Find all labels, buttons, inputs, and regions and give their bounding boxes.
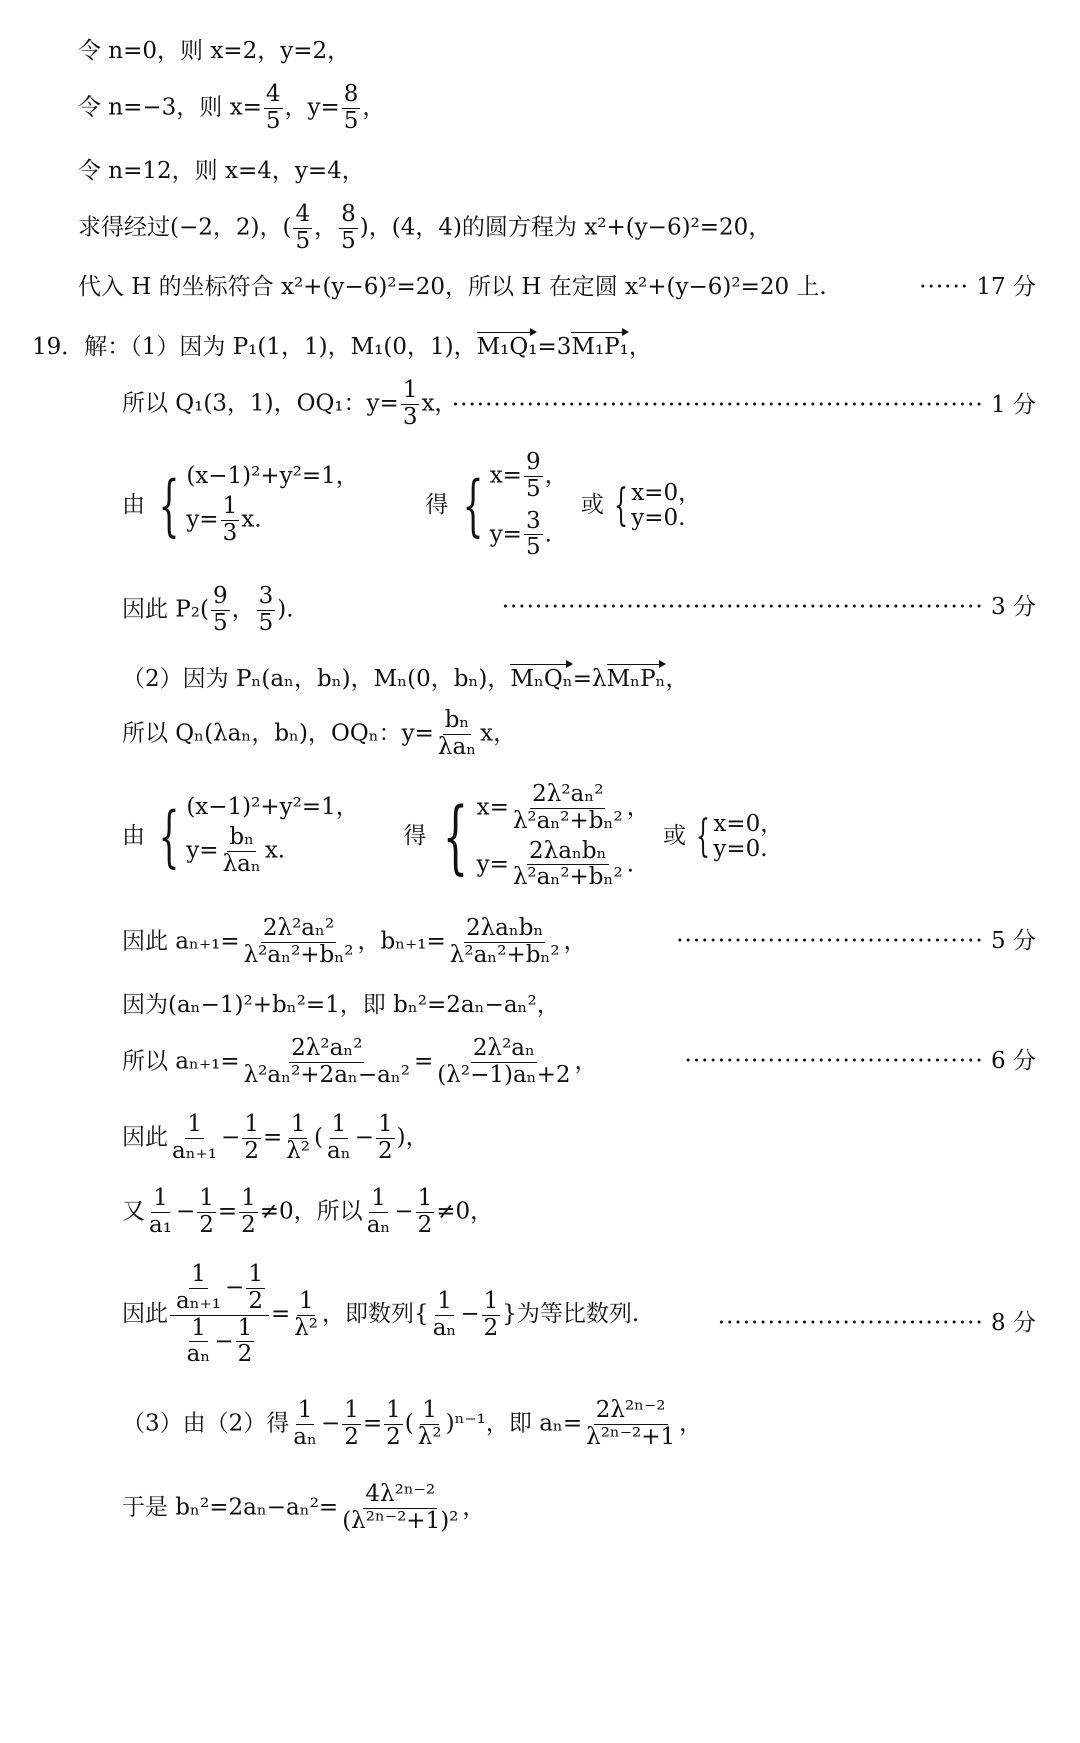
numerator: 1 xyxy=(422,1397,437,1423)
denominator: λ²aₙ²+bₙ² xyxy=(449,941,560,968)
text: ，y= xyxy=(284,94,340,121)
text: 由 xyxy=(122,492,145,518)
numerator: 2λ²aₙ² xyxy=(291,1035,363,1061)
numerator: $\frac{1}{\text{aₙ₊₁}}$ − $\frac{1}{2}$ xyxy=(170,1262,269,1316)
numerator: 1 xyxy=(191,1314,206,1341)
text: . xyxy=(544,520,552,547)
numerator: 1 xyxy=(386,1397,401,1423)
text: = xyxy=(217,1198,238,1225)
leader-dots: ································································ xyxy=(451,392,984,418)
text: . xyxy=(626,850,635,877)
numerator: 4 xyxy=(265,81,281,107)
numerator: 1 xyxy=(191,1261,206,1287)
rows xyxy=(713,810,784,862)
text: x. xyxy=(264,837,286,863)
numerator: 1 xyxy=(222,492,238,519)
text: ， xyxy=(462,1494,486,1521)
denominator: λaₙ xyxy=(222,850,261,877)
equation: y=0. xyxy=(631,504,686,531)
denominator: aₙ₊₁ xyxy=(172,1137,218,1164)
text: （3）由（2）得 xyxy=(122,1410,290,1437)
fraction xyxy=(416,1186,435,1239)
fraction xyxy=(246,1262,265,1315)
text: 所以 aₙ₊₁= xyxy=(122,1048,240,1075)
equation: x=0， xyxy=(631,479,702,506)
fraction xyxy=(524,509,543,562)
fraction xyxy=(147,1186,174,1239)
denominator: 2 xyxy=(386,1423,401,1450)
text: y= xyxy=(489,520,522,547)
numerator: bₙ xyxy=(444,707,470,733)
leader-dots: ·························································· xyxy=(501,594,984,620)
fraction xyxy=(197,1186,216,1239)
text: 令 n=12，则 x=4，y=4， xyxy=(78,158,365,184)
text: x， xyxy=(480,720,517,747)
text: ， xyxy=(231,596,255,623)
brace: { xyxy=(696,810,711,862)
fraction xyxy=(293,202,312,255)
text: 令 n=−3，则 x= xyxy=(78,94,262,121)
line-p2 xyxy=(122,584,1036,637)
text: = xyxy=(414,1048,434,1075)
part-3-an-formula xyxy=(122,1398,702,1451)
text: 求得经过(−2，2)，( xyxy=(78,214,292,241)
text: ， xyxy=(563,928,587,955)
fraction xyxy=(384,1398,403,1451)
denominator: $\frac{1}{\text{aₙ}}$ − $\frac{1}{2}$ xyxy=(186,1314,253,1368)
vector-m1p1: M₁P₁ xyxy=(571,334,629,360)
numerator: bₙ xyxy=(229,823,255,850)
line-nonzero xyxy=(122,1186,493,1239)
fraction xyxy=(511,839,625,892)
text: （2）因为 Pₙ(aₙ，bₙ)，Mₙ(0，bₙ)， xyxy=(122,666,511,692)
text: }为等比数列. xyxy=(502,1301,640,1327)
text: )，(4，4)的圆方程为 x²+(y−6)²=20， xyxy=(359,214,772,241)
vector-m1q1: M₁Q₁ xyxy=(476,334,538,360)
numerator: 1 xyxy=(248,1261,263,1287)
line-n12 xyxy=(78,160,365,183)
fraction xyxy=(242,1036,412,1089)
text: )， xyxy=(396,1124,429,1151)
fraction xyxy=(435,1036,572,1089)
denominator: 5 xyxy=(343,107,359,134)
score-label: 1 分 xyxy=(991,392,1036,418)
numerator: 9 xyxy=(212,583,228,609)
brace: { xyxy=(442,789,468,883)
denominator: (λ²ⁿ⁻²+1)² xyxy=(342,1507,459,1534)
numerator: 1 xyxy=(297,1397,313,1423)
denominator: 5 xyxy=(295,227,311,254)
text: 因此 aₙ₊₁= xyxy=(122,928,240,955)
denominator: 2 xyxy=(483,1314,499,1341)
denominator: 2 xyxy=(199,1211,214,1238)
fraction xyxy=(242,1112,261,1165)
numerator: 1 xyxy=(153,1185,168,1211)
text: ， xyxy=(362,94,386,121)
numerator: 1 xyxy=(331,1111,347,1137)
equation xyxy=(490,450,568,503)
score-label: 5 分 xyxy=(991,928,1036,954)
line-n-3 xyxy=(78,82,385,135)
brace: { xyxy=(158,466,180,544)
text: 因此 xyxy=(122,1124,168,1151)
fraction xyxy=(242,916,356,969)
text: ， xyxy=(665,666,689,692)
fraction xyxy=(339,202,358,255)
text: ≠0， xyxy=(436,1198,494,1225)
text: 代入 H 的坐标符合 x²+(y−6)²=20，所以 H 在定圆 x²+(y−6)²=20 上. xyxy=(78,274,827,300)
compound-fraction xyxy=(170,1262,269,1368)
text: =3 xyxy=(537,334,572,360)
score-8 xyxy=(718,1312,1036,1335)
numerator: 3 xyxy=(525,507,541,534)
text: 所以 Qₙ(λaₙ，bₙ)，OQₙ：y= xyxy=(122,720,434,747)
denominator: λ² xyxy=(286,1137,311,1164)
vector-mnpn: MₙPₙ xyxy=(606,666,666,692)
denominator: 5 xyxy=(265,107,281,134)
rows xyxy=(631,479,702,531)
system-1 xyxy=(122,450,701,561)
denominator: aₙ xyxy=(432,1314,457,1341)
denominator: aₙ xyxy=(186,1341,211,1368)
equation xyxy=(477,782,650,835)
numerator: 1 xyxy=(237,1314,253,1341)
fraction xyxy=(342,82,361,135)
system-2 xyxy=(122,782,783,891)
rows xyxy=(186,462,359,547)
fraction xyxy=(524,450,543,503)
numerator: 2λ²aₙ² xyxy=(262,915,335,941)
equation xyxy=(186,825,358,878)
numerator: 1 xyxy=(377,1111,393,1137)
text: = xyxy=(262,1124,283,1151)
fraction xyxy=(221,825,263,878)
solution-system xyxy=(434,782,650,891)
numerator: 1 xyxy=(298,1287,314,1314)
line-an-plus-1 xyxy=(122,1036,1036,1089)
fraction xyxy=(342,1398,361,1451)
text: 于是 bₙ²=2aₙ−aₙ²= xyxy=(122,1494,339,1521)
rows xyxy=(186,793,359,878)
text: 因此 xyxy=(122,1301,168,1327)
equation xyxy=(477,839,650,892)
denominator: 3 xyxy=(222,519,238,546)
denominator: λaₙ xyxy=(437,733,477,760)
fraction xyxy=(584,1398,677,1451)
fraction xyxy=(431,1289,459,1342)
fraction xyxy=(221,494,240,547)
denominator: a₁ xyxy=(149,1211,172,1238)
text: ， xyxy=(574,1048,598,1075)
brace: { xyxy=(614,479,629,531)
equation: (x−1)²+y²=1， xyxy=(186,793,359,820)
denominator: 2 xyxy=(237,1341,253,1368)
text: 又 xyxy=(122,1198,145,1225)
denominator: aₙ xyxy=(366,1211,391,1238)
text: ( xyxy=(404,1410,414,1437)
denominator: λ²aₙ²+2aₙ−aₙ² xyxy=(243,1061,411,1088)
fraction xyxy=(416,1398,444,1451)
numerator: 1 xyxy=(402,377,418,403)
denominator: λ²aₙ²+bₙ² xyxy=(512,864,623,891)
denominator: 5 xyxy=(525,475,541,502)
text: − xyxy=(354,1124,374,1151)
score-17 xyxy=(919,276,1036,299)
text: )ⁿ⁻¹，即 aₙ= xyxy=(445,1410,583,1437)
text: ， xyxy=(626,794,650,821)
denominator: λ² xyxy=(294,1314,319,1341)
fraction xyxy=(376,1112,395,1165)
numerator: 1 xyxy=(241,1185,256,1211)
denominator: 2 xyxy=(244,1137,259,1164)
text: x， xyxy=(421,390,458,417)
fraction xyxy=(264,82,283,135)
text: ，bₙ₊₁= xyxy=(357,928,446,955)
fraction xyxy=(174,1262,223,1315)
leader-dots: ····································· xyxy=(676,928,984,954)
fraction xyxy=(511,782,625,835)
numerator: 1 xyxy=(371,1185,386,1211)
text: = xyxy=(270,1301,291,1327)
denominator: 2 xyxy=(248,1287,263,1314)
equation: (x−1)²+y²=1， xyxy=(186,462,359,489)
numerator: 1 xyxy=(187,1111,202,1137)
text: 或 xyxy=(580,492,604,518)
text: x. xyxy=(241,506,262,532)
system-of-equations xyxy=(152,793,359,878)
fraction xyxy=(291,1398,319,1451)
numerator: 1 xyxy=(244,1111,259,1137)
text: = xyxy=(362,1410,383,1437)
text: 令 n=0，则 x=2，y=2， xyxy=(78,38,351,64)
denominator: 5 xyxy=(258,609,274,636)
text: 19．解：（1）因为 P₁(1，1)，M₁(0，1)， xyxy=(32,334,477,360)
line-oqn xyxy=(122,708,516,761)
leader-dots: ···································· xyxy=(684,1048,984,1074)
text: − xyxy=(320,1410,341,1437)
denominator: 3 xyxy=(402,403,418,430)
score-6 xyxy=(685,1050,1036,1073)
text: ( xyxy=(314,1124,324,1151)
text: =λ xyxy=(572,666,607,692)
score-3 xyxy=(502,596,1036,619)
trivial-solution xyxy=(611,479,702,531)
fraction xyxy=(292,1289,320,1342)
system-of-equations xyxy=(152,462,359,547)
fraction xyxy=(239,1186,258,1239)
score-label: 6 分 xyxy=(991,1048,1036,1074)
text: y= xyxy=(186,506,219,532)
text: 或 xyxy=(663,823,687,849)
line-n0 xyxy=(78,40,350,63)
fraction xyxy=(482,1289,501,1342)
text: ). xyxy=(277,596,294,623)
numerator: 8 xyxy=(343,81,359,107)
equation: x=0， xyxy=(713,810,784,837)
fraction xyxy=(170,1112,219,1165)
numerator: 9 xyxy=(525,449,541,475)
text: 得 xyxy=(425,492,449,518)
text: − xyxy=(394,1198,414,1225)
numerator: 2λaₙbₙ xyxy=(529,837,607,864)
numerator: 8 xyxy=(341,201,356,227)
solution-system xyxy=(456,450,568,561)
numerator: 2λ²ⁿ⁻² xyxy=(595,1397,666,1423)
score-1 xyxy=(452,394,1036,417)
denominator: 2 xyxy=(241,1211,256,1238)
fraction xyxy=(340,1482,460,1535)
denominator: λ²ⁿ⁻²+1 xyxy=(586,1423,676,1450)
text: 由 xyxy=(122,823,145,849)
denominator: aₙ₊₁ xyxy=(176,1287,222,1314)
text: x= xyxy=(489,462,522,489)
numerator: 1 xyxy=(483,1287,499,1314)
line-fixed-circle xyxy=(78,276,1036,299)
denominator: aₙ xyxy=(293,1423,317,1450)
score-label: 3 分 xyxy=(991,594,1036,620)
text: 因此 P₂( xyxy=(122,596,209,623)
text: 所以 Q₁(3，1)，OQ₁：y= xyxy=(122,390,399,417)
numerator: 1 xyxy=(417,1185,433,1211)
text: 因为(aₙ−1)²+bₙ²=1，即 bₙ²=2aₙ−aₙ²， xyxy=(122,992,560,1018)
denominator: λ²aₙ²+bₙ² xyxy=(243,941,354,968)
question-19-part1 xyxy=(32,336,652,359)
fraction xyxy=(365,1186,393,1239)
leader-dots: ······ xyxy=(919,274,970,300)
fraction xyxy=(211,584,230,637)
text: ， xyxy=(679,1410,703,1437)
line-circle-equation xyxy=(78,202,771,255)
fraction xyxy=(401,378,420,431)
line-reciprocal-relation xyxy=(122,1112,429,1165)
numerator: 4λ²ⁿ⁻² xyxy=(365,1481,436,1507)
text: − xyxy=(175,1198,196,1225)
equation: y=0. xyxy=(713,835,768,862)
text: − xyxy=(221,1124,241,1151)
fraction xyxy=(325,1112,353,1165)
numerator: 2λ²aₙ² xyxy=(532,781,604,807)
score-label: 8 分 xyxy=(991,1310,1036,1336)
rows xyxy=(490,450,568,561)
text: y= xyxy=(476,850,509,877)
denominator: λ² xyxy=(417,1423,442,1450)
numerator: 4 xyxy=(295,201,311,227)
line-recurrence xyxy=(122,916,1036,969)
equation xyxy=(490,509,568,562)
line-geometric-sequence xyxy=(122,1262,1036,1368)
line-oq1 xyxy=(122,378,1036,431)
fraction xyxy=(448,916,562,969)
denominator: 5 xyxy=(341,227,356,254)
text: ， xyxy=(544,462,568,489)
leader-dots: ································ xyxy=(717,1310,984,1336)
denominator: 5 xyxy=(212,609,228,636)
text: ， xyxy=(628,334,652,360)
text: − xyxy=(460,1301,480,1327)
text: x= xyxy=(476,794,509,821)
score-5 xyxy=(676,930,1036,953)
score-label: 17 分 xyxy=(976,274,1036,300)
denominator: 2 xyxy=(417,1211,433,1238)
denominator: 5 xyxy=(525,534,541,561)
text: ，即数列{ xyxy=(322,1301,429,1327)
trivial-solution xyxy=(693,810,784,862)
rows xyxy=(477,782,650,891)
text: 得 xyxy=(403,823,427,849)
part-2-header xyxy=(122,668,689,691)
denominator: λ²aₙ²+bₙ² xyxy=(512,807,623,834)
fraction xyxy=(257,584,276,637)
brace: { xyxy=(158,797,180,875)
numerator: 1 xyxy=(199,1185,214,1211)
numerator: 2λaₙbₙ xyxy=(465,915,544,941)
fraction xyxy=(185,1316,213,1369)
denominator: (λ²−1)aₙ+2 xyxy=(437,1061,571,1088)
fraction xyxy=(436,708,478,761)
denominator: 2 xyxy=(344,1423,359,1450)
text: y= xyxy=(186,837,219,863)
numerator: 1 xyxy=(290,1111,306,1137)
fraction xyxy=(236,1316,255,1369)
line-bn-squared xyxy=(122,994,560,1017)
text: ， xyxy=(314,214,338,241)
vector-mnqn: MₙQₙ xyxy=(510,666,573,692)
equation xyxy=(186,494,358,547)
denominator: aₙ xyxy=(327,1137,351,1164)
numerator: 1 xyxy=(344,1397,359,1423)
numerator: 1 xyxy=(437,1287,452,1314)
line-bn-squared-formula xyxy=(122,1482,485,1535)
denominator: 2 xyxy=(377,1137,393,1164)
text: ≠0，所以 xyxy=(259,1198,363,1225)
fraction xyxy=(284,1112,312,1165)
brace: { xyxy=(462,466,484,544)
numerator: 2λ²aₙ xyxy=(472,1035,535,1061)
numerator: 3 xyxy=(258,583,274,609)
